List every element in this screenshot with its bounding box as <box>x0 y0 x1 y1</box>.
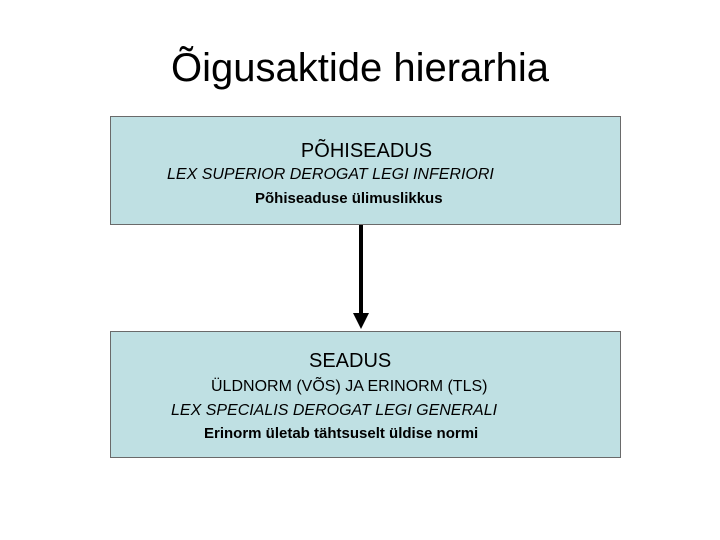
arrow-shaft <box>359 225 363 315</box>
lex-superior-principle: LEX SUPERIOR DEROGAT LEGI INFERIORI <box>167 166 494 183</box>
page-title: Õigusaktide hierarhia <box>171 46 549 90</box>
pohiseadus-heading: PÕHISEADUS <box>300 140 433 162</box>
arrow-head <box>353 313 369 329</box>
pohiseadus-note: Põhiseaduse ülimuslikkus <box>255 190 443 207</box>
seadus-heading: SEADUS <box>309 350 392 372</box>
down-arrow-icon <box>350 225 372 331</box>
norms-line: ÜLDNORM (VÕS) JA ERINORM (TLS) <box>211 378 488 395</box>
seadus-box <box>110 331 621 458</box>
seadus-note: Erinorm ületab tähtsuselt üldise normi <box>204 425 479 442</box>
pohiseadus-box <box>110 116 621 225</box>
lex-specialis-principle: LEX SPECIALIS DEROGAT LEGI GENERALI <box>171 402 498 419</box>
